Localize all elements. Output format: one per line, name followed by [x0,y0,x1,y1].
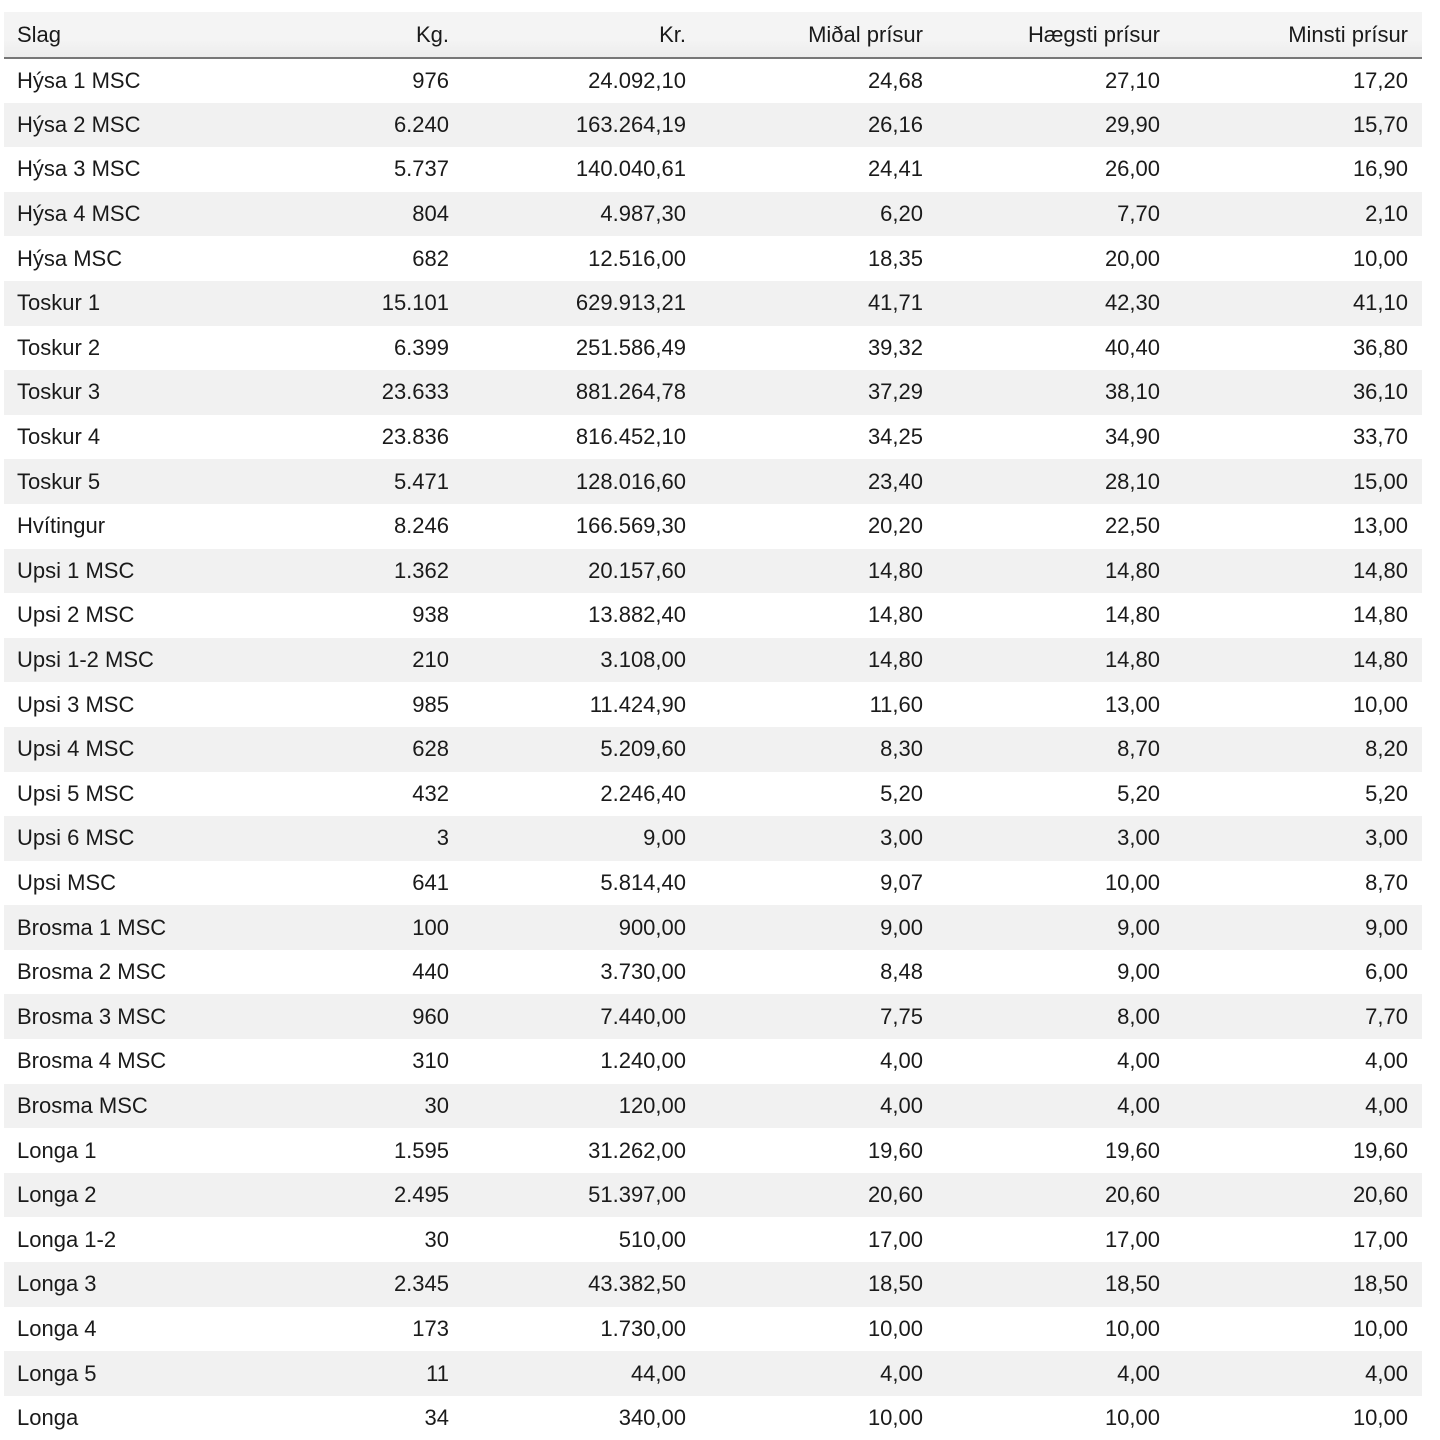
cell-slag: Hýsa 1 MSC [17,67,141,93]
cell-kg: 310 [412,1048,449,1074]
cell-slag: Hýsa 2 MSC [17,111,141,137]
cell-slag: Toskur 3 [17,379,101,405]
cell-lowest-price: 8,20 [1365,736,1408,762]
table-row [4,103,1422,148]
table-row [4,1128,1422,1173]
cell-slag: Hýsa 4 MSC [17,201,141,227]
cell-highest-price: 19,60 [1104,1137,1160,1163]
cell-average-price: 19,60 [867,1137,923,1163]
cell-slag: Brosma MSC [17,1092,148,1118]
cell-kr: 43.382,50 [588,1271,686,1297]
cell-average-price: 9,00 [880,914,923,940]
cell-kr: 5.209,60 [600,736,686,762]
cell-kr: 900,00 [618,914,686,940]
cell-kg: 938 [412,602,449,628]
cell-highest-price: 3,00 [1117,825,1160,851]
cell-slag: Longa 1 [17,1137,97,1163]
table-row [4,1351,1422,1396]
cell-highest-price: 40,40 [1104,334,1160,360]
cell-highest-price: 4,00 [1117,1360,1160,1386]
cell-highest-price: 29,90 [1104,111,1160,137]
cell-highest-price: 13,00 [1104,691,1160,717]
cell-lowest-price: 15,70 [1352,111,1408,137]
cell-highest-price: 10,00 [1104,1405,1160,1431]
cell-kg: 23.836 [381,424,449,450]
cell-average-price: 18,50 [867,1271,923,1297]
table-row [4,281,1422,326]
cell-highest-price: 8,00 [1117,1003,1160,1029]
table-row [4,638,1422,683]
cell-average-price: 6,20 [880,201,923,227]
cell-lowest-price: 16,90 [1352,156,1408,182]
cell-kg: 432 [412,780,449,806]
cell-kg: 985 [412,691,449,717]
cell-slag: Upsi 2 MSC [17,602,135,628]
cell-slag: Hýsa MSC [17,245,123,271]
cell-average-price: 24,41 [867,156,923,182]
cell-lowest-price: 33,70 [1352,424,1408,450]
cell-kr: 251.586,49 [575,334,686,360]
cell-kr: 9,00 [643,825,686,851]
cell-kr: 128.016,60 [575,468,686,494]
cell-average-price: 24,68 [867,67,923,93]
cell-average-price: 23,40 [867,468,923,494]
header-kg[interactable]: Kg. [226,12,463,58]
table-row [4,772,1422,817]
table-row [4,1173,1422,1218]
cell-kr: 4.987,30 [600,201,686,227]
cell-kr: 7.440,00 [600,1003,686,1029]
cell-lowest-price: 8,70 [1365,869,1408,895]
cell-kr: 11.424,90 [589,691,686,717]
cell-highest-price: 22,50 [1104,513,1160,539]
cell-average-price: 7,75 [880,1003,923,1029]
cell-highest-price: 4,00 [1117,1092,1160,1118]
table-row [4,861,1422,906]
cell-average-price: 3,00 [880,825,923,851]
table-row [4,58,1422,103]
cell-highest-price: 10,00 [1104,1315,1160,1341]
cell-average-price: 17,00 [867,1226,923,1252]
cell-kr: 629.913,21 [575,290,686,316]
cell-slag: Brosma 4 MSC [17,1048,167,1074]
cell-kr: 51.397,00 [588,1182,686,1208]
cell-lowest-price: 20,60 [1352,1182,1408,1208]
cell-kg: 6.399 [393,334,449,360]
cell-kg: 440 [412,959,449,985]
table-row [4,816,1422,861]
cell-average-price: 8,30 [880,736,923,762]
cell-highest-price: 27,10 [1104,67,1160,93]
cell-average-price: 34,25 [867,424,923,450]
price-table [4,12,1422,1440]
table-row [4,1262,1422,1307]
table-row [4,1084,1422,1129]
cell-kr: 816.452,10 [575,424,686,450]
cell-kg: 804 [412,201,449,227]
cell-lowest-price: 14,80 [1352,602,1408,628]
cell-lowest-price: 10,00 [1352,691,1408,717]
cell-kg: 6.240 [393,111,449,137]
cell-highest-price: 9,00 [1117,914,1160,940]
cell-slag: Toskur 2 [17,334,101,360]
table-row [4,682,1422,727]
cell-kr: 120,00 [618,1092,686,1118]
cell-kr: 881.264,78 [575,379,686,405]
table-row [4,192,1422,237]
cell-kg: 30 [424,1226,449,1252]
cell-highest-price: 14,80 [1104,557,1160,583]
cell-average-price: 10,00 [867,1405,923,1431]
cell-lowest-price: 19,60 [1352,1137,1408,1163]
cell-slag: Longa 4 [17,1315,97,1341]
cell-highest-price: 28,10 [1104,468,1160,494]
cell-kg: 173 [412,1315,449,1341]
cell-kg: 1.362 [393,557,449,583]
cell-kr: 24.092,10 [588,67,686,93]
cell-kg: 30 [424,1092,449,1118]
table-row [4,905,1422,950]
cell-slag: Longa 3 [17,1271,97,1297]
cell-kr: 510,00 [618,1226,686,1252]
cell-kg: 976 [412,67,449,93]
cell-kg: 210 [412,647,449,673]
cell-average-price: 41,71 [867,290,923,316]
cell-slag: Upsi 6 MSC [17,825,135,851]
cell-lowest-price: 13,00 [1352,513,1408,539]
cell-slag: Upsi 1-2 MSC [17,647,154,673]
cell-kg: 15.101 [381,290,449,316]
table-row [4,593,1422,638]
cell-kr: 31.262,00 [588,1137,686,1163]
cell-slag: Toskur 4 [17,424,101,450]
cell-kr: 1.730,00 [600,1315,686,1341]
header-highest-price[interactable]: Hægsti prísur [937,12,1174,58]
cell-slag: Longa 5 [17,1360,97,1386]
cell-lowest-price: 18,50 [1352,1271,1408,1297]
cell-kr: 3.108,00 [600,647,686,673]
table-row [4,236,1422,281]
cell-lowest-price: 10,00 [1352,1315,1408,1341]
cell-slag: Longa 2 [17,1182,97,1208]
table-row [4,370,1422,415]
cell-kg: 100 [412,914,449,940]
cell-kr: 140.040,61 [575,156,686,182]
cell-lowest-price: 14,80 [1352,557,1408,583]
cell-highest-price: 38,10 [1104,379,1160,405]
cell-kg: 1.595 [393,1137,449,1163]
cell-average-price: 14,80 [867,647,923,673]
cell-lowest-price: 4,00 [1365,1092,1408,1118]
cell-average-price: 37,29 [867,379,923,405]
cell-kg: 960 [412,1003,449,1029]
cell-lowest-price: 5,20 [1365,780,1408,806]
header-kr[interactable]: Kr. [463,12,700,58]
cell-lowest-price: 6,00 [1365,959,1408,985]
table-body [4,58,1422,1440]
table-row [4,1307,1422,1352]
cell-average-price: 4,00 [880,1048,923,1074]
cell-kr: 2.246,40 [600,780,686,806]
table-row [4,415,1422,460]
cell-highest-price: 20,60 [1104,1182,1160,1208]
cell-average-price: 20,60 [867,1182,923,1208]
cell-lowest-price: 17,20 [1352,67,1408,93]
cell-highest-price: 14,80 [1104,602,1160,628]
cell-slag: Upsi 1 MSC [17,557,135,583]
table-row [4,1039,1422,1084]
cell-slag: Brosma 1 MSC [17,914,167,940]
cell-kr: 44,00 [630,1360,686,1386]
table-row [4,549,1422,594]
cell-slag: Upsi 3 MSC [17,691,135,717]
cell-lowest-price: 15,00 [1352,468,1408,494]
cell-highest-price: 26,00 [1104,156,1160,182]
cell-kg: 5.471 [393,468,449,494]
table-row [4,504,1422,549]
cell-highest-price: 42,30 [1104,290,1160,316]
cell-kr: 5.814,40 [600,869,686,895]
table-row [4,1217,1422,1262]
cell-average-price: 20,20 [867,513,923,539]
cell-lowest-price: 2,10 [1365,201,1408,227]
cell-highest-price: 14,80 [1104,647,1160,673]
cell-average-price: 5,20 [880,780,923,806]
cell-kg: 5.737 [393,156,449,182]
cell-kg: 8.246 [393,513,449,539]
cell-lowest-price: 36,10 [1352,379,1408,405]
cell-average-price: 10,00 [867,1315,923,1341]
cell-slag: Toskur 5 [17,468,101,494]
cell-kg: 23.633 [381,379,449,405]
cell-highest-price: 4,00 [1117,1048,1160,1074]
cell-kr: 3.730,00 [600,959,686,985]
cell-average-price: 18,35 [867,245,923,271]
table-row [4,147,1422,192]
table-row [4,994,1422,1039]
cell-highest-price: 9,00 [1117,959,1160,985]
cell-slag: Hýsa 3 MSC [17,156,141,182]
cell-slag: Brosma 2 MSC [17,959,167,985]
cell-lowest-price: 41,10 [1352,290,1408,316]
cell-slag: Brosma 3 MSC [17,1003,167,1029]
cell-kr: 166.569,30 [575,513,686,539]
table-row [4,326,1422,371]
cell-slag: Longa [17,1405,79,1431]
cell-average-price: 14,80 [867,557,923,583]
cell-kg: 682 [412,245,449,271]
cell-slag: Hvítingur [17,513,106,539]
cell-kg: 11 [426,1360,449,1386]
table-row [4,727,1422,772]
cell-lowest-price: 10,00 [1352,1405,1408,1431]
price-table-container [4,12,1422,1440]
cell-highest-price: 7,70 [1117,201,1160,227]
cell-kg: 641 [412,869,449,895]
cell-lowest-price: 17,00 [1352,1226,1408,1252]
cell-kr: 13.882,40 [588,602,686,628]
cell-average-price: 4,00 [880,1360,923,1386]
cell-lowest-price: 7,70 [1365,1003,1408,1029]
cell-kr: 12.516,00 [588,245,686,271]
table-row [4,950,1422,995]
cell-highest-price: 8,70 [1117,736,1160,762]
cell-average-price: 8,48 [880,959,923,985]
cell-lowest-price: 9,00 [1365,914,1408,940]
cell-highest-price: 34,90 [1104,424,1160,450]
cell-highest-price: 20,00 [1104,245,1160,271]
cell-lowest-price: 3,00 [1365,825,1408,851]
cell-kr: 340,00 [618,1405,686,1431]
cell-slag: Toskur 1 [17,290,101,316]
cell-average-price: 26,16 [867,111,923,137]
cell-kg: 2.495 [393,1182,449,1208]
cell-lowest-price: 14,80 [1352,647,1408,673]
table-row [4,1396,1422,1440]
header-lowest-price[interactable]: Minsti prísur [1174,12,1422,58]
cell-kg: 34 [424,1405,449,1431]
header-row [4,12,1422,58]
cell-average-price: 11,60 [869,691,923,717]
cell-lowest-price: 36,80 [1352,334,1408,360]
cell-slag: Upsi 5 MSC [17,780,135,806]
cell-highest-price: 18,50 [1104,1271,1160,1297]
cell-lowest-price: 4,00 [1365,1360,1408,1386]
cell-kg: 2.345 [393,1271,449,1297]
cell-highest-price: 5,20 [1117,780,1160,806]
header-average-price[interactable]: Miðal prísur [700,12,937,58]
cell-slag: Longa 1-2 [17,1226,117,1252]
cell-kr: 20.157,60 [588,557,686,583]
cell-average-price: 9,07 [880,869,923,895]
cell-kg: 3 [436,825,449,851]
cell-slag: Upsi 4 MSC [17,736,135,762]
table-header [4,12,1422,58]
cell-highest-price: 10,00 [1104,869,1160,895]
header-slag[interactable]: Slag [4,12,226,58]
cell-kr: 1.240,00 [600,1048,686,1074]
cell-kr: 163.264,19 [575,111,686,137]
cell-average-price: 39,32 [867,334,923,360]
cell-slag: Upsi MSC [17,869,117,895]
cell-lowest-price: 10,00 [1352,245,1408,271]
cell-lowest-price: 4,00 [1365,1048,1408,1074]
cell-average-price: 4,00 [880,1092,923,1118]
cell-average-price: 14,80 [867,602,923,628]
table-row [4,459,1422,504]
cell-highest-price: 17,00 [1104,1226,1160,1252]
cell-kg: 628 [412,736,449,762]
